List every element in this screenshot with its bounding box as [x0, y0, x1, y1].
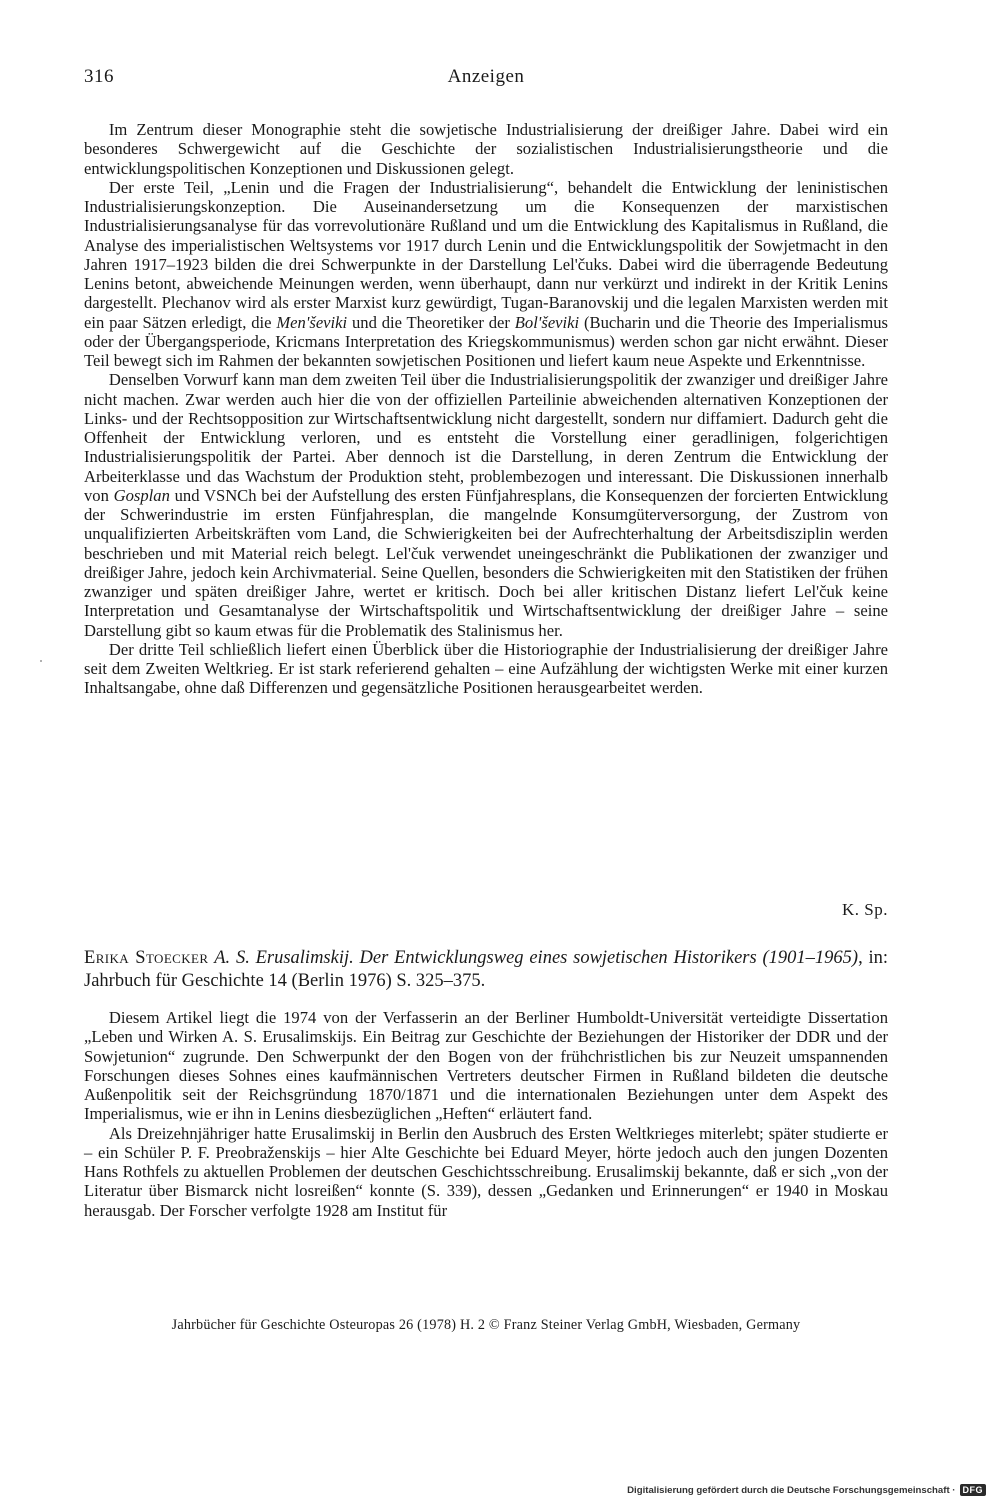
paragraph-text: und VSNCh bei der Aufstellung des ersten Fünfjahresplans, die Konsequenzen der forcierten Entwicklung der Schwerindustrie im ersten Fünfjahresplan, die mangelnde Konsumgüterversorgung, der Zustrom von unqualifizierten Arbeitskräften vom Land, die Schwierigkeiten bei der Aufrechterhaltung der Arbeitsdisziplin werden beschrieben und mit Material reich belegt. Lel'čuk verwendet uneingeschränkt die Publikationen der zwanziger und dreißiger Jahre, jedoch kein Archivmaterial. Seine Quellen, besonders die Schwierigkeiten mit den Statistiken der frühen zwanziger und späten dreißiger Jahre, wertet er kritisch. Doch bei aller kritischen Distanz liefert Lel'čuk keine Interpretation und Gesamtanalyse der Wirtschaftspolitik und Wirtschaftsentwicklung der dreißiger Jahre – seine Darstellung gibt so kaum etwas für die Problematik des Stalinismus her. — [84, 485, 888, 640]
review-2-body — [84, 1008, 888, 1220]
page-number: 316 — [84, 66, 114, 87]
journal-footer: Jahrbücher für Geschichte Osteuropas 26 (1978) H. 2 © Franz Steiner Verlag GmbH, Wiesbaden, Germany — [171, 1317, 801, 1333]
entry-title: A. S. Erusalimskij. Der Entwicklungsweg eines sowjetischen Historikers (1901–1965) — [214, 948, 859, 968]
bibliographic-entry — [84, 947, 888, 993]
italic-term: Gosplan — [113, 485, 170, 505]
scan-speck — [40, 660, 42, 662]
dfg-logo-icon: DFG — [960, 1484, 987, 1496]
paragraph-text: und die Theoretiker der — [347, 312, 515, 332]
italic-term: Bol'ševiki — [514, 312, 580, 332]
paragraph-text: (Bucharin und die Theorie des Imperialismus oder der Übergangsperiode, Kricmans Interpretation des Kriegskommunismus) werden schon gar nicht erwähnt. Dieser Teil bewegt sich im Rahmen der bekannten sowjetischen Positionen und liefert kaum neue Aspekte und Erkenntnisse. — [84, 312, 889, 370]
digitization-text: Digitalisierung gefördert durch die Deutsche Forschungsgemeinschaft · — [627, 1484, 956, 1496]
review-1-paragraph: Im Zentrum dieser Monographie steht die sowjetische Industrialisierung der dreißiger Jahre. Dabei wird ein besonderes Schwergewicht auf die Geschichte der sozialistischen Industrialisierungstheorie und die entwicklungspolitischen Konzeptionen und Diskussionen gelegt. — [84, 120, 888, 178]
entry-author: Erika Stoecker — [84, 948, 209, 968]
section-title: Anzeigen — [447, 66, 525, 87]
review-1-paragraph — [84, 370, 888, 640]
review-1-paragraph — [84, 178, 888, 371]
reviewer-signature: K. Sp. — [842, 900, 888, 919]
italic-term: Men'ševiki — [276, 312, 348, 332]
review-2-paragraph: Als Dreizehnjähriger hatte Erusalimskij in Berlin den Ausbruch des Ersten Weltkrieges miterlebt; später studierte er – ein Schüler P. F. Preobraženskijs – hier Alte Geschichte bei Eduard Meyer, hörte jedoch auch den jungen Dozenten Hans Rothfels zu aktuellen Problemen der deutschen Geschichtsschreibung. Erusalimskij bekannte, daß er sich „von der Literatur über Bismarck nicht losreißen“ konnte (S. 339), dessen „Gedanken und Erinnerungen“ er 1940 in Moskau herausgab. Der Forscher verfolgte 1928 am Institut für — [84, 1123, 888, 1220]
paragraph-text: Denselben Vorwurf kann man dem zweiten Teil über die Industrialisierungspolitik der zwanziger und dreißiger Jahre nicht machen. Zwar werden auch hier die von der offiziellen Parteilinie abweichenden alternativen Konzeptionen der Links- und der Rechtsopposition zur Wirtschaftsentwicklung nicht dargestellt, sondern nur diffamiert. Dadurch geht die Offenheit der Entwicklung verloren, und es entsteht die Vorstellung einer geradlinigen, folgerichtigen Industrialisierungspolitik der Partei. Aber dennoch ist die Darstellung, in deren Zentrum die Entwicklung der Arbeiterklasse und das Wachstum der Produktion steht, problembezogen und interessant. Die Diskussionen innerhalb von — [84, 370, 888, 505]
running-head — [84, 66, 888, 96]
paragraph-text: Der erste Teil, „Lenin und die Fragen der Industrialisierung“, behandelt die Entwicklung der leninistischen Industrialisierungskonzeption. Die Auseinandersetzung um die Konsequenzen der marxistischen Industrialisierungsanalyse für das vorrevolutionäre Rußland und um die Entwicklung des Kapitalismus in Rußland, die Analyse des imperialistischen Weltsystems vor 1917 durch Lenin und die Entwicklungspolitik der Sowjetmacht in den Jahren 1917–1923 bilden die drei Schwerpunkte in der Darstellung Lel'čuks. Dabei wird die überragende Bedeutung Lenins betont, abweichende Meinungen werden, wenn überhaupt, dann nur verkürzt und indirekt in der Kritik Lenins dargestellt. Plechanov wird als erster Marxist kurz gewürdigt, Tugan-Baranovskij und die legalen Marxisten werden mit ein paar Sätzen erledigt, die — [84, 177, 888, 332]
review-1-body — [84, 120, 888, 698]
entry-source: , in: Jahrbuch für Geschichte 14 (Berlin 1976) S. 325–375. — [84, 948, 888, 991]
review-2-paragraph: Diesem Artikel liegt die 1974 von der Verfasserin an der Berliner Humboldt-Universität verteidigte Dissertation „Leben und Wirken A. S. Erusalimskijs. Ein Beitrag zur Geschichte der Beziehungen der Historiker der DDR und der Sowjetunion“ zugrunde. Den Schwerpunkt der den Bogen von der frühchristlichen bis zur Neuzeit umspannenden Forschungen dieses Sohnes eines kaufmännischen Vertreters deutscher Firmen in Rußland bildeten die deutsche Außenpolitik seit der Reichsgründung 1870/1871 und die internationalen Beziehungen unter dem Aspekt des Imperialismus, wie er ihn in Lenins diesbezüglichen „Heften“ erläutert fand. — [84, 1008, 888, 1124]
digitization-notice — [627, 1484, 986, 1496]
review-1-paragraph: Der dritte Teil schließlich liefert einen Überblick über die Historiographie der Industrialisierung der dreißiger Jahre seit dem Zweiten Weltkrieg. Er ist stark referierend gehalten – eine Aufzählung der wichtigsten Werke mit einer kurzen Inhaltsangabe, ohne daß Differenzen und gegensätzliche Positionen herausgearbeitet werden. — [84, 639, 888, 698]
